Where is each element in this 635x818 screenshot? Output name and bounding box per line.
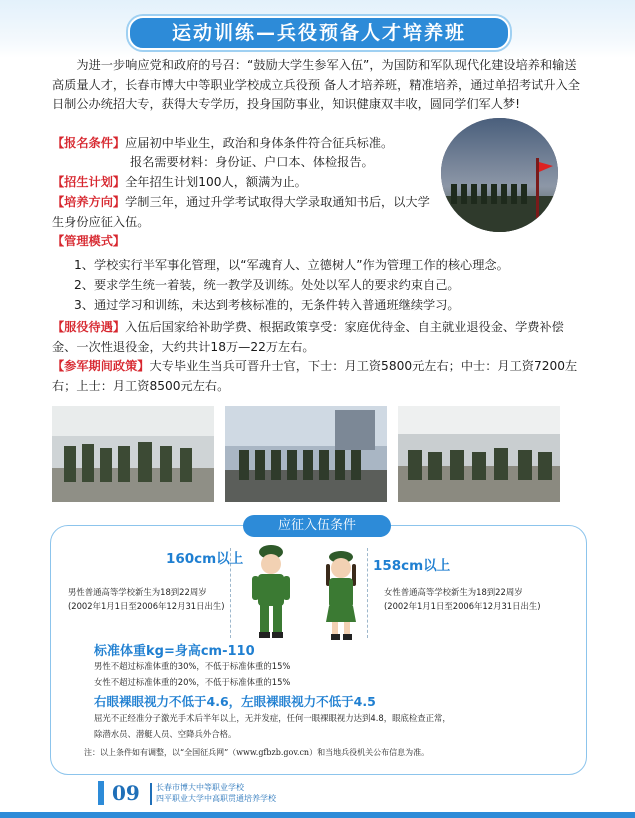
training-photo-2	[225, 406, 387, 502]
school-name-1: 长春市博大中等职业学校	[156, 783, 244, 792]
plan-tag: 【招生计划】	[52, 175, 126, 189]
page-title: 运动训练—兵役预备人才培养班	[128, 16, 510, 50]
weight-formula: 标准体重kg=身高cm-110	[94, 644, 255, 659]
enroll-tag: 【报名条件】	[52, 136, 126, 150]
male-soldier-figure	[248, 544, 294, 640]
intro-paragraph: 为进一步响应党和政府的号召：“鼓励大学生参军入伍”，为国防和军队现代化建设培养和输送高质量人才，长春市博大中等职业学校成立兵役预 备人才培养班，精准培养，通过单招考试升入全日制公办统招大专，获得大专学历，投身国防事业，知识健康双丰收，圆同学们军人梦!	[52, 58, 580, 111]
manage-item-3: 3、通过学习和训练，未达到考核标准的，无条件转入普通班继续学习。	[74, 298, 460, 312]
enroll-text: 应届初中毕业生，政治和身体条件符合征兵标准。	[125, 136, 394, 150]
direction-text: 学制三年，通过升学考试取得大学录取通知书后，以大学生身份应征入伍。	[52, 195, 430, 229]
female-soldier-figure	[318, 550, 364, 642]
enroll-materials: 报名需要材料：身份证、户口本、体检报告。	[130, 155, 374, 169]
male-range: (2002年1月1日至2006年12月31日出生)	[68, 601, 225, 611]
female-desc: 女性普通高等学校新生为18到22周岁	[384, 587, 523, 597]
conditions-header: 应征入伍条件	[243, 515, 391, 537]
manage-item-1: 1、学校实行半军事化管理，以“军魂育人、立德树人”作为管理工作的核心理念。	[74, 258, 509, 272]
footer-divider	[150, 783, 152, 805]
service-tag: 【服役待遇】	[52, 320, 126, 334]
manage-section	[52, 232, 125, 252]
direction-section	[52, 193, 438, 232]
footer-accent	[98, 781, 104, 805]
male-height: 160cm以上	[166, 551, 244, 567]
female-height: 158cm以上	[373, 558, 451, 574]
weight-male: 男性不超过标准体重的30%，不低于标准体重的15%	[94, 661, 291, 671]
manage-tag: 【管理模式】	[52, 234, 126, 248]
footer-strip	[0, 812, 635, 818]
female-range: (2002年1月1日至2006年12月31日出生)	[384, 601, 541, 611]
policy-tag: 【参军期间政策】	[52, 359, 150, 373]
school-name-2: 四平职业大学中高职贯通培养学校	[156, 794, 276, 803]
plan-text: 全年招生计划100人，额满为止。	[125, 175, 307, 189]
vision-requirement: 右眼裸眼视力不低于4.6，左眼裸眼视力不低于4.5	[94, 694, 376, 709]
training-photo-1	[52, 406, 214, 502]
manage-item-2: 2、要求学生统一着装，统一教学及训练。处处以军人的要求约束自己。	[74, 278, 460, 292]
conditions-note: 注：以上条件如有调整，以“全国征兵网”（www.gfbzb.gov.cn）和当地兵役机关公布信息为准。	[84, 748, 430, 757]
vision-note-2: 除潜水员、潜艇人员、空降兵外合格。	[94, 729, 237, 739]
page-number: 09	[112, 781, 140, 805]
training-photo-round	[441, 118, 558, 232]
plan-section	[52, 173, 432, 193]
policy-text: 大专毕业生当兵可晋升士官，下士：月工资5800元左右；中士：月工资7200左右；上士：月工资8500元左右。	[52, 359, 578, 393]
female-height-line	[367, 548, 369, 638]
enroll-section	[52, 134, 432, 154]
training-photo-3	[398, 406, 560, 502]
direction-tag: 【培养方向】	[52, 195, 126, 209]
policy-section	[52, 357, 587, 396]
weight-female: 女性不超过标准体重的20%，不低于标准体重的15%	[94, 677, 291, 687]
service-text: 入伍后国家给补助学费、根据政策享受：家庭优待金、自主就业退役金、学费补偿金、一次性退役金，大约共计18万—22万左右。	[52, 320, 564, 354]
male-desc: 男性普通高等学校新生为18到22周岁	[68, 587, 207, 597]
vision-note-1: 屈光不正经准分子激光手术后半年以上，无并发症，任何一眼裸眼视力达到4.8，眼底检查正常，	[94, 713, 451, 723]
service-section	[52, 318, 587, 357]
